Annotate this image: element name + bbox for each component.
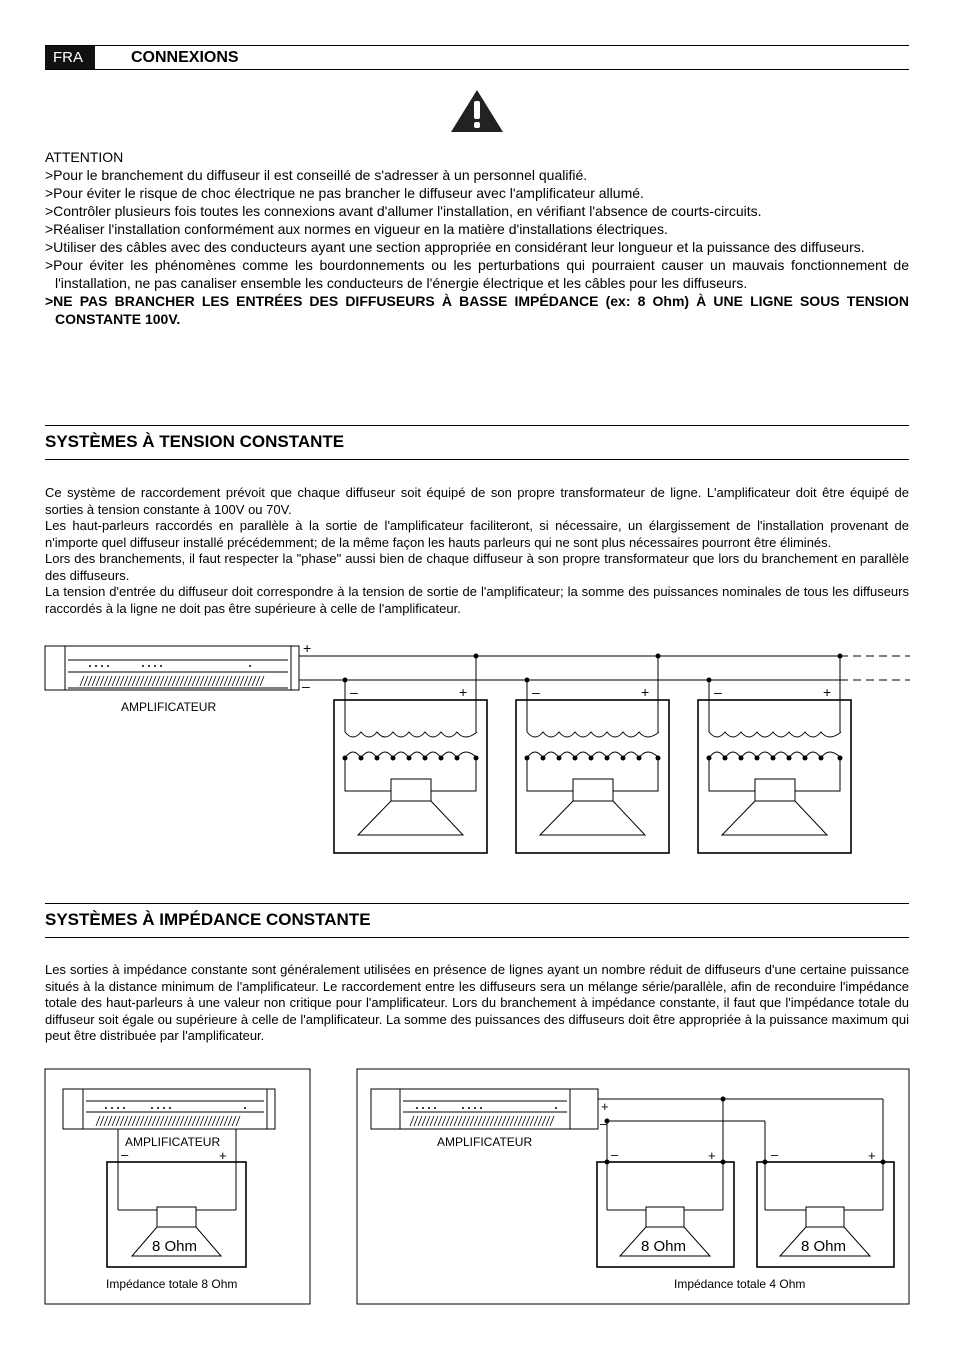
section-tension-top-rule [45,425,909,426]
warning-block [45,148,909,328]
speaker-plus-label: + [868,1148,876,1163]
warning-item: >Pour le branchement du diffuseur il est conseillé de s'adresser à un personnel qualifié. [45,167,588,183]
warning-heading: ATTENTION [45,149,124,165]
speaker-plus-label: + [459,684,468,700]
section-impedance-body [45,962,909,1045]
bus-minus-label: – [302,678,310,694]
speaker-plus-label: + [641,684,650,700]
header-top-rule [45,45,909,46]
paragraph: Les haut-parleurs raccordés en parallèle à la sortie de l'amplificateur faciliteront, si nécessaire, un élargissement de l'installation provenant de n'importe quel diffuseur installé précédemment; de la même façon les hauts parleurs qui ne sont plus nécessaires pourront être éliminés. [45,518,909,550]
single-speaker-diagram [44,1068,312,1306]
section-impedance-top-rule [45,903,909,904]
speaker-plus-label: + [708,1148,716,1163]
language-tag: FRA [45,46,95,69]
section-impedance-title: SYSTÈMES À IMPÉDANCE CONSTANTE [45,910,371,929]
speaker-minus-label: – [350,684,358,700]
warning-item-bold: >NE PAS BRANCHER LES ENTRÉES DES DIFFUSEURS À BASSE IMPÉDANCE (ex: 8 Ohm) À UNE LIGNE SOUS TENSION CONSTANTE 100V. [45,293,909,327]
speaker-impedance-label: 8 Ohm [801,1238,847,1255]
caption: Impédance totale 8 Ohm [106,1277,238,1291]
section-impedance-bottom-rule [45,937,909,938]
paragraph: Les sorties à impédance constante sont généralement utilisées en présence de lignes ayant un nombre réduit de diffuseurs d'une certaine puissance situés à la distance minimum de l'amplificateur. Le raccordement entre les diffuseurs sera un mélange série/parallèle, afin de reconduire l'impédance totale des haut-parleurs à une valeur non critique pour l'amplificateur. Lors du branchement à impédance constante, il faut que l'impédance totale du diffuseur soit égale ou supérieure à celle de l'amplificateur. La somme des puissances des diffuseurs doit être appropriée à la puissance maximum qui peut être distribuée par l'amplificateur. [45,962,909,1043]
caption: Impédance totale 4 Ohm [674,1277,806,1291]
speaker-minus-label: – [532,684,540,700]
amplifier-label: AMPLIFICATEUR [121,700,217,714]
header-bottom-rule [45,69,909,70]
speaker-impedance-label: 8 Ohm [641,1238,687,1255]
warning-item: >Pour éviter les phénomènes comme les bourdonnements ou les perturbations qui pourraient causer un mauvais fonctionnement de l'installation, ne pas canaliser ensemble les conducteurs de l'énergie électrique et les câbles pour les diffuseurs. [45,257,909,291]
speaker-minus-label: – [611,1147,619,1162]
bus-plus-label: + [303,640,312,656]
warning-item: >Réaliser l'installation conformément aux normes en vigueur en la matière d'installations électriques. [45,221,668,237]
speaker-minus-label: – [121,1147,129,1162]
speaker-unit-1 [334,654,487,854]
section-tension-body [45,485,909,617]
amp-vent-hatch [80,676,264,686]
speaker-minus-label: – [714,684,722,700]
page-title: CONNEXIONS [131,49,239,66]
warning-item: >Pour éviter le risque de choc électrique ne pas brancher le diffuseur avec l'amplificateur allumé. [45,185,644,201]
warning-item: >Utiliser des câbles avec des conducteurs ayant une section appropriée en considérant leur longueur et la puissance des diffuseurs. [45,239,865,255]
parallel-speakers-diagram [356,1068,911,1306]
amp-front-dots [89,665,251,667]
speaker-unit-3 [698,654,851,854]
amp-minus-label: – [600,1116,608,1131]
speaker-minus-label: – [771,1147,779,1162]
paragraph: Lors des branchements, il faut respecter la "phase" aussi bien de chaque diffuseur à son propre transformateur que lors du branchement en parallèle des diffuseurs. [45,551,909,583]
speaker-plus-label: + [823,684,832,700]
speaker-impedance-label: 8 Ohm [152,1238,198,1255]
paragraph: La tension d'entrée du diffuseur doit correspondre à la tension de sortie de l'amplificateur; la somme des puissances nominales de tous les diffuseurs raccordés à la ligne ne doit pas être supérieure à celle de l'amplificateur. [45,584,909,616]
constant-voltage-diagram [0,630,954,865]
warning-item: >Contrôler plusieurs fois toutes les connexions avant d'allumer l'installation, en vérifiant l'absence de courts-circuits. [45,203,762,219]
speaker-unit-2 [516,654,669,854]
amplifier-label: AMPLIFICATEUR [125,1135,221,1149]
amplifier-label: AMPLIFICATEUR [437,1135,533,1149]
section-tension-bottom-rule [45,459,909,460]
warning-triangle-icon [451,90,503,132]
amp-plus-label: + [601,1099,609,1114]
speaker-plus-label: + [219,1148,227,1163]
section-tension-title: SYSTÈMES À TENSION CONSTANTE [45,432,345,451]
paragraph: Ce système de raccordement prévoit que chaque diffuseur soit équipé de son propre transformateur de ligne. L'amplificateur doit être équipé de sorties à tension constante à 100V ou 70V. [45,485,909,517]
